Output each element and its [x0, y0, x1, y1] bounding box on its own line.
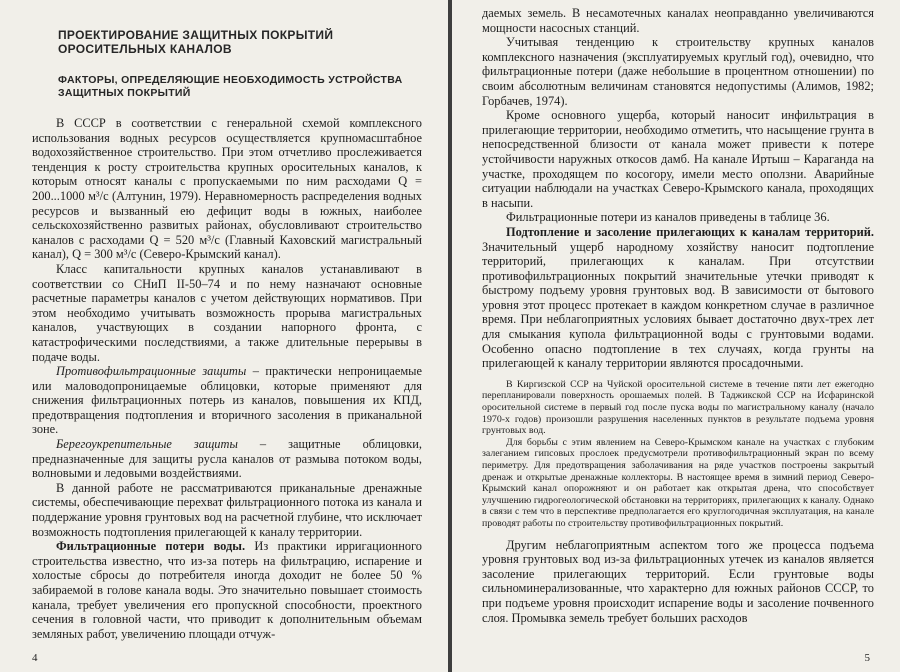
section-title-line2: ЗАЩИТНЫХ ПОКРЫТИЙ: [58, 87, 191, 99]
left-page: [0, 0, 448, 672]
paragraph: Фильтрационные потери из каналов приведены в таблице 36.: [506, 210, 830, 225]
term-italic: Противофильтрационные защиты: [56, 364, 247, 379]
chapter-title: [58, 28, 422, 56]
paragraph: Кроме основного ущерба, который наносит инфильтрация в прилегающие территории, необходимо отметить, что насыщение грунта в непосредственной близости от канала может привести к потере устойчивости наружных откосов дамб. На канале Иртыш – Караганда на участке, проходящем по косогору, имели место оползни. Аварийные ситуации наблюдали на участках Северо-Крымского канала, проходящих в насыпи.: [482, 108, 874, 210]
paragraph: Учитывая тенденцию к строительству крупных каналов комплексного назначения (эксплуатируемых круглый год), очевидно, что фильтрационные потери (даже небольшие в процентном отношении) по своим абсолютным величинам становятся недопустимы (Алимов, 1982; Горбачев, 1974).: [482, 35, 874, 108]
section-title: [58, 74, 422, 100]
paragraph-text: – практически непроницаемые или маловодопроницаемые облицовки, которые применяют для снижения фильтрационных потерь из каналов, повышения их КПД, предотвращения подтопления и вторичного засоления в приканальной зоне.: [32, 364, 422, 437]
paragraph: [32, 539, 422, 641]
page-number: 5: [864, 652, 870, 664]
paragraph: В данной работе не рассматриваются приканальные дренажные системы, обеспечивающие перехват фильтрационного потока из канала и поддержание уровня грунтовых вод на расчетной глубине, что исключает возможность подтопления прилегающей к каналу территории.: [32, 480, 422, 539]
paragraph: Класс капитальности крупных каналов устанавливают в соответствии со СНиП II-50–74 и по нему назначают основные расчетные параметры каналов с учетом действующих нормативов. При этом необходимо учитывать возможность прорыва магистральных каналов, участвующих в создании напорного фронта, с катастрофическими последствиями, а также длительные перерывы в подаче воды.: [32, 261, 422, 364]
small-print-paragraph: Для борьбы с этим явлением на Северо-Крымском канале на участках с глубоким залеганием гипсовых прослоек предусмотрели противофильтрационный экран по всему периметру. Для предотвращения заболачивания на ряде участков построены закрытый дренаж и открытые дренажные коллекторы. В настоящее время в зимний период Северо-Крымский канал опорожняют и он работает как открытая дрена, что способствует улучшению гидрогеологической обстановки на территориях, прилегающих к каналу. Однако в связи с тем что в перспективе предполагается его круглогодичная эксплуатация, на канале проводят работы по строительству противофильтрационных покрытий.: [482, 436, 874, 529]
right-page: [452, 0, 900, 672]
paragraph: [32, 437, 422, 481]
term-bold: Фильтрационные потери воды.: [56, 539, 246, 554]
chapter-title-line2: ОРОСИТЕЛЬНЫХ КАНАЛОВ: [58, 42, 232, 56]
paragraph: [32, 364, 422, 437]
paragraph: В СССР в соответствии с генеральной схемой комплексного использования водных ресурсов осуществляется крупномасштабное водохозяйственное строительство. При этом отчетливо прослеживается тенденция к росту строительства крупных оросительных каналов, к которым относят каналы с пропускаемыми по ним расходами Q = 200...1000 м³/с (Алтунин, 1979). Неравномерность распределения водных ресурсов и вызванный ею дефицит воды в южных, наиболее сельскохозяйственно развитых районах, обусловливают строительство каналов с расходами Q = 520 м³/с (Главный Каховский магистральный канал), Q = 300 м³/с (Северо-Крымский канал).: [32, 116, 422, 262]
paragraph: даемых земель. В несамотечных каналах неоправданно увеличиваются мощности насосных станций.: [482, 6, 874, 35]
paragraph: Другим неблагоприятным аспектом того же процесса подъема уровня грунтовых вод из-за фильтрационных утечек из каналов является засоление прилегающих территорий. Если грунтовые воды сильноминерализованные, что характерно для южных районов СССР, то при подъеме уровня происходит испарение воды и засоление почвенного слоя. Промывка земель требует больших расходов: [482, 537, 874, 625]
section-title-line1: ФАКТОРЫ, ОПРЕДЕЛЯЮЩИЕ НЕОБХОДИМОСТЬ УСТРОЙСТВА: [58, 74, 403, 86]
paragraph: [482, 225, 874, 371]
term-bold: Подтопление и засоление прилегающих к каналам территорий.: [506, 224, 874, 239]
small-print-paragraph: В Киргизской ССР на Чуйской оросительной системе в течение пяти лет ежегодно перепланировали поверхность орошаемых полей. В Таджикской ССР на Исфаринской оросительной системе в первый год после пуска воды по магистральному каналу (начало 1970-х годов) произошли разрушения населенных пунктов в результате подъема уровня грунтовых вод.: [482, 378, 874, 437]
chapter-title-line1: ПРОЕКТИРОВАНИЕ ЗАЩИТНЫХ ПОКРЫТИЙ: [58, 28, 334, 42]
paragraph-text: Из практики ирригационного строительства известно, что из-за потерь на фильтрацию, испарение и холостые сбросы до потребителя иногда доходит не более 50 % забираемой в голове канала воды. Это значительно повышает стоимость канала, требует увеличения его пропускной способности, проектного сечения в головной части, что приводит к дополнительным объемам земляных работ, увеличению площади отчуж-: [32, 539, 422, 641]
term-italic: Берегоукрепительные защиты: [56, 437, 238, 452]
paragraph-text: – защитные облицовки, предназначенные для защиты русла каналов от размыва потоком воды, волновыми и ледовыми воздействиями.: [32, 437, 422, 481]
page-number: 4: [32, 652, 38, 664]
paragraph-text: Значительный ущерб народному хозяйству наносит подтопление территорий, прилегающих к каналам. При отсутствии противофильтрационных покрытий значительные утечки приводят к быстрому подъему уровня грунтовых вод. В зависимости от бытового уровня этот процесс протекает в каждом конкретном случае в различное время. При неблагоприятных условиях бывает достаточно двух-трех лет для смыкания купола фильтрационной воды с грунтовыми водами. Особенно опасно подтопление в тех случаях, когда грунты на прилегающей к каналу территории являются просадочными.: [482, 239, 874, 371]
